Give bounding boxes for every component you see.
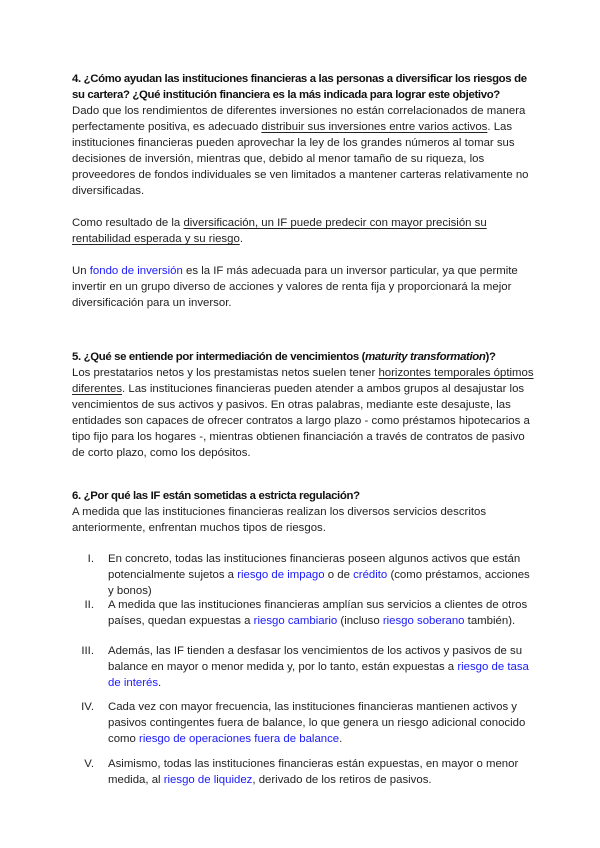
list-item xyxy=(72,699,532,747)
list-numeral: V. xyxy=(84,758,94,770)
text-segment: A medida que las instituciones financieras realizan los diversos servicios descritos anteriormente, enfrentan muchos tipos de riesgos. xyxy=(72,506,487,534)
question-4-answer-p3 xyxy=(72,263,532,311)
list-item-text xyxy=(108,597,527,629)
text-segment: , derivado de los retiros de pasivos. xyxy=(252,774,432,786)
text-segment: Cada vez con mayor frecuencia, las instituciones financieras mantienen activos y pasivos contingentes fuera de balance, lo que genera un riesgo adicional conocido como xyxy=(108,701,526,745)
text-segment: o de xyxy=(324,569,354,581)
question-4 xyxy=(72,71,532,311)
list-item-text xyxy=(108,756,518,788)
document-page xyxy=(72,71,532,788)
text-segment: (incluso xyxy=(337,615,383,627)
underlined-text: diversificación, un IF puede predecir con mayor precisión su rentabilidad esperada y su riesgo xyxy=(72,217,487,245)
list-item xyxy=(72,643,532,691)
question-6-answer xyxy=(72,504,532,536)
list-numeral: IV. xyxy=(81,701,94,713)
glossary-link[interactable]: fondo de inversión xyxy=(89,265,183,277)
question-4-answer-p2 xyxy=(72,215,532,247)
text-segment: 6. ¿Por qué las IF están sometidas a estricta regulación? xyxy=(72,490,360,502)
text-segment: (como préstamos, acciones y bonos) xyxy=(108,569,530,597)
question-4-title xyxy=(72,71,532,103)
italic-text: maturity transformation xyxy=(365,351,486,363)
text-segment: )? xyxy=(485,351,496,363)
text-segment: también). xyxy=(464,615,516,627)
question-4-answer-p1 xyxy=(72,103,532,199)
text-segment: Un xyxy=(72,265,90,277)
underlined-text: distribuir sus inversiones entre varios activos xyxy=(261,121,488,133)
text-segment: Asimismo, todas las instituciones financieras están expuestas, en mayor o menor medida, al xyxy=(108,758,519,786)
text-segment: Como resultado de la xyxy=(72,217,184,229)
text-segment: Dado que los rendimientos de diferentes inversiones no están correlacionados de manera perfectamente positiva, es adecuado xyxy=(72,105,526,133)
question-5-title xyxy=(72,349,532,365)
glossary-link[interactable]: riesgo de impago xyxy=(237,569,325,581)
list-item xyxy=(72,756,532,788)
list-numeral: I. xyxy=(87,553,94,565)
text-segment: . xyxy=(239,233,243,245)
glossary-link[interactable]: riesgo de operaciones fuera de balance xyxy=(139,733,340,745)
list-item-text xyxy=(108,699,525,747)
text-segment: es la IF más adecuada para un inversor particular, ya que permite invertir en un grupo diverso de acciones y valores de renta fija y proporcionará la mejor diversificación para un inversor. xyxy=(72,265,518,309)
glossary-link[interactable]: riesgo soberano xyxy=(382,615,465,627)
glossary-link[interactable]: riesgo cambiario xyxy=(253,615,338,627)
risk-list xyxy=(72,551,532,788)
text-segment: A medida que las instituciones financieras amplían sus servicios a clientes de otros países, quedan expuestas a xyxy=(108,599,528,627)
question-5 xyxy=(72,349,532,461)
text-segment: En concreto, todas las instituciones financieras poseen algunos activos que están potencialmente sujetos a xyxy=(108,553,521,581)
glossary-link[interactable]: riesgo de liquidez xyxy=(163,774,253,786)
text-segment: . Las instituciones financieras pueden aprovechar la ley de los grandes números al tomar sus decisiones de inversión, mientras que, debido al menor tamaño de su riqueza, los proveedores de fondos individuales se ven limitados a mantener carteras relativamente no diversificadas. xyxy=(72,121,529,197)
list-item xyxy=(72,597,532,629)
underlined-text: horizontes temporales óptimos diferentes xyxy=(72,367,534,395)
text-segment: 4. ¿Cómo ayudan las instituciones financieras a las personas a diversificar los riesgos de su cartera? ¿Qué institución financiera es la más indicada para lograr este objetivo? xyxy=(72,73,527,101)
list-numeral: II. xyxy=(84,599,94,611)
list-item-text xyxy=(108,551,530,599)
list-numeral: III. xyxy=(81,645,94,657)
glossary-link[interactable]: riesgo de tasa de interés xyxy=(108,661,529,689)
text-segment: Además, las IF tienden a desfasar los vencimientos de los activos y pasivos de su balance en mayor o menor medida y, por lo tanto, están expuestas a xyxy=(108,645,523,673)
question-5-answer xyxy=(72,365,532,461)
glossary-link[interactable]: crédito xyxy=(353,569,388,581)
question-6-title xyxy=(72,488,532,504)
text-segment: 5. ¿Qué se entiende por intermediación de vencimientos ( xyxy=(72,351,366,363)
text-segment: . xyxy=(339,733,343,745)
question-6 xyxy=(72,488,532,788)
list-item-text xyxy=(108,643,529,691)
text-segment: . xyxy=(158,677,162,689)
list-item xyxy=(72,551,532,599)
text-segment: . Las instituciones financieras pueden atender a ambos grupos al desajustar los vencimientos de sus activos y pasivos. En otras palabras, mediante este desajuste, las entidades son capaces de ofrecer contratos a largo plazo - como préstamos hipotecarios a tipo fijo para los hogares -, mientras obtienen financiación a través de contratos de pasivo de corto plazo, como los depósitos. xyxy=(72,383,530,459)
text-segment: Los prestatarios netos y los prestamistas netos suelen tener xyxy=(72,367,379,379)
